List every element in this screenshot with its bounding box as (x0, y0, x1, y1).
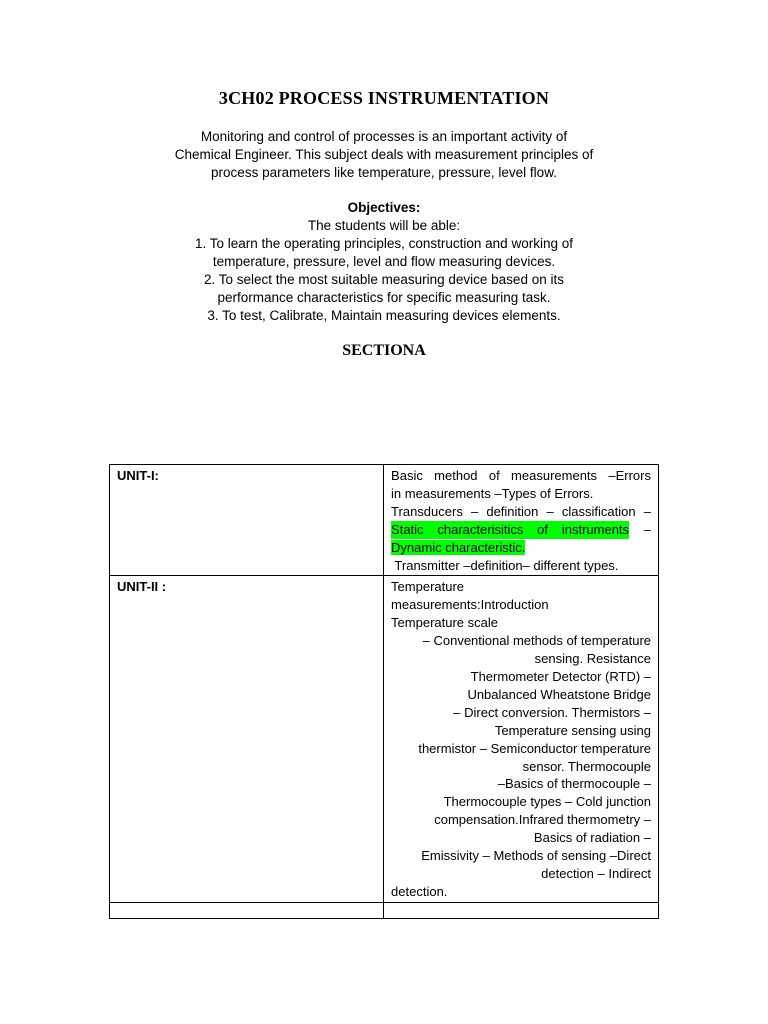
table-row (110, 576, 659, 902)
empty-cell (110, 902, 384, 918)
unit-line: sensor. Thermocouple (522, 758, 651, 774)
objective-line: 2. To select the most suitable measuring device based on its (204, 272, 564, 287)
unit-line: in measurements –Types of Errors. (391, 485, 594, 501)
table-row (110, 465, 659, 576)
unit-line: Emissivity – Methods of sensing –Direct (421, 848, 651, 864)
unit-line-highlighted (391, 539, 651, 557)
unit-label: UNIT-II : (110, 576, 384, 902)
unit-line: Unbalanced Wheatstone Bridge (467, 686, 651, 702)
unit-line: measurements:Introduction (391, 597, 549, 613)
objectives-heading: Objectives: (347, 200, 421, 215)
unit-line: detection. (391, 883, 448, 899)
intro-line: Chemical Engineer. This subject deals with measurement principles of (174, 147, 594, 162)
unit-line: thermistor – Semiconductor temperature (418, 740, 651, 756)
units-table (109, 464, 659, 919)
objective-line: 1. To learn the operating principles, construction and working of (195, 236, 573, 251)
unit-content (384, 576, 659, 902)
unit-line: Thermocouple types – Cold junction (443, 794, 651, 810)
unit-label: UNIT-I: (110, 465, 384, 576)
unit-line: Thermometer Detector (RTD) – (470, 668, 651, 684)
empty-cell (384, 902, 659, 918)
unit-line: Temperature sensing using (494, 722, 651, 738)
objectives-block (150, 199, 618, 325)
highlighted-text: Dynamic characteristic. (391, 539, 526, 555)
objectives-lead: The students will be able: (307, 218, 461, 233)
unit-line: Basic method of measurements –Errors (391, 468, 651, 483)
objective-line: performance characteristics for specific measuring task. (217, 290, 551, 305)
unit-content (384, 465, 659, 576)
table-row-empty (110, 902, 659, 918)
unit-line: detection – Indirect (541, 865, 651, 881)
unit-line: Temperature scale (391, 615, 498, 631)
unit-line: Basics of radiation – (533, 830, 651, 846)
unit-line: Temperature (391, 579, 465, 595)
unit-line-highlighted-row (391, 521, 651, 539)
intro-line: process parameters like temperature, pressure, level flow. (211, 165, 557, 180)
unit-line: –Basics of thermocouple – (497, 776, 651, 792)
unit-line: sensing. Resistance (534, 651, 651, 667)
unit-line: compensation.Infrared thermometry – (434, 812, 651, 828)
unit-line: – Conventional methods of temperature (422, 633, 651, 649)
unit-line: Transmitter –definition– different types. (391, 557, 619, 573)
unit-line-dash: – (640, 521, 651, 537)
intro-paragraph (150, 128, 618, 182)
objective-line: 3. To test, Calibrate, Maintain measuring devices elements. (207, 308, 561, 323)
intro-line: Monitoring and control of processes is an important activity of (200, 129, 568, 144)
highlighted-text: Static characterisitics of instruments (391, 521, 630, 537)
objective-line: temperature, pressure, level and flow measuring devices. (212, 254, 556, 269)
section-heading: SECTIONA (342, 342, 426, 359)
document-title: 3CH02 PROCESS INSTRUMENTATION (218, 88, 550, 108)
unit-line: Transducers – definition – classification – (391, 503, 651, 519)
unit-line: – Direct conversion. Thermistors – (453, 704, 651, 720)
